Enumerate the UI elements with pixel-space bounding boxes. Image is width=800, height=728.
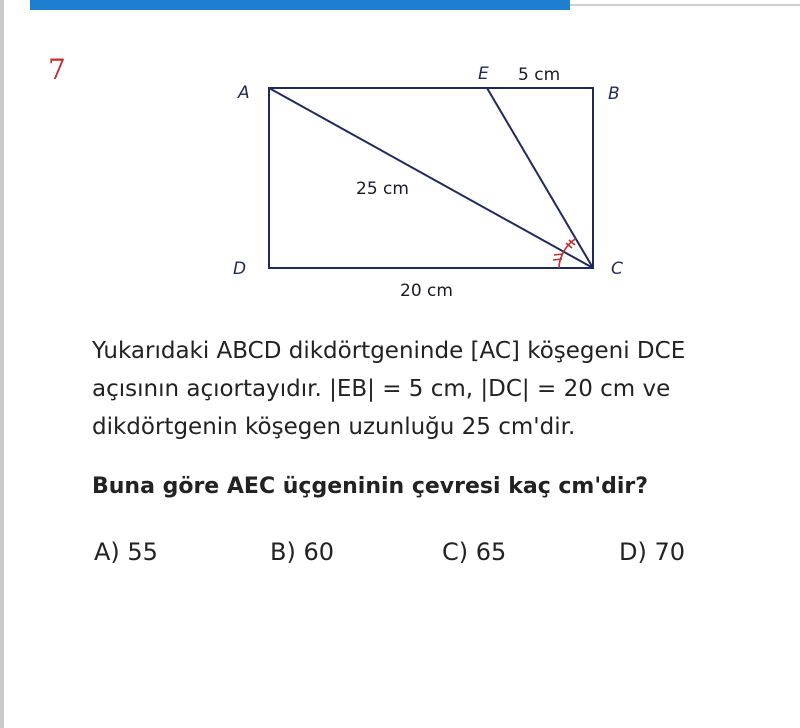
problem-line: açısının açıortayıdır. |EB| = 5 cm, |DC| = 20 cm ve (92, 376, 671, 402)
point-label-a: A (238, 83, 250, 103)
diagonal-ac (269, 88, 593, 268)
geometry-figure (0, 0, 800, 320)
length-label-eb: 5 cm (518, 65, 561, 85)
option-a[interactable]: A) 55 (94, 538, 158, 566)
option-b[interactable]: B) 60 (270, 538, 334, 566)
point-label-e: E (478, 64, 489, 84)
option-d[interactable]: D) 70 (619, 538, 686, 566)
problem-line: Yukarıdaki ABCD dikdörtgeninde [AC] köşegeni DCE (92, 338, 686, 364)
segment-ec (487, 88, 593, 268)
option-c[interactable]: C) 65 (442, 538, 507, 566)
problem-line: dikdörtgenin köşegen uzunluğu 25 cm'dir. (92, 414, 576, 440)
angle-tick (553, 259, 562, 260)
angle-tick (554, 254, 563, 255)
point-label-d: D (233, 259, 247, 279)
question-number: 7 (48, 53, 66, 86)
angle-marks (553, 239, 576, 268)
point-label-c: C (611, 259, 623, 279)
point-label-b: B (608, 84, 620, 104)
length-label-ac: 25 cm (356, 179, 409, 199)
length-label-dc: 20 cm (400, 281, 453, 301)
question-text: Buna göre AEC üçgeninin çevresi kaç cm'dir? (92, 474, 648, 499)
problem-statement (92, 332, 772, 446)
